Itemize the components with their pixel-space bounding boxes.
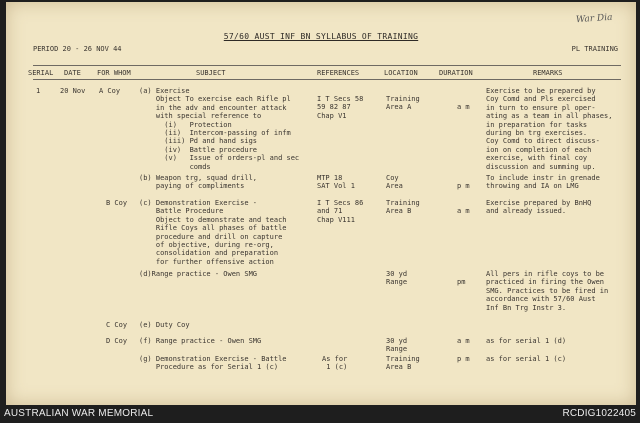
archive-footer <box>0 405 640 423</box>
col-header-references: REFERENCES <box>317 69 360 77</box>
remarks-cell: Exercise to be prepared by Coy Comd and Pls exercised in turn to ensure pl oper- ating as a team in all phases, in preparation for tasks during bn trg exercises. Coy Comd to direct discuss- ion on completion of each exercise, with final coy discussion and summing up. <box>486 87 613 171</box>
location-cell: Training Area A <box>386 95 420 112</box>
location-cell: 30 yd Range <box>386 270 408 287</box>
references-cell: I T Secs 58 59 82 87 Chap V1 <box>317 95 364 120</box>
col-header-for-whom: FOR WHOM <box>97 69 131 77</box>
duration-cell: p m <box>457 182 470 190</box>
document-title: 57/60 AUST INF BN SYLLABUS OF TRAINING <box>223 32 419 41</box>
duration-cell: pm <box>457 278 466 286</box>
archive-id: RCDIG1022405 <box>562 408 636 419</box>
col-header-subject: SUBJECT <box>196 69 226 77</box>
unit-cell: D Coy <box>106 337 128 345</box>
subject-cell: (c) Demonstration Exercise - Battle Procedure Object to demonstrate and teach Rifle Coys all phases of battle procedure and drill on capture of objective, during re-org, consolidation and preparation for further offensive action <box>139 199 287 266</box>
remarks-cell: To include instr in grenade throwing and IA on LMG <box>486 174 600 191</box>
subject-cell: (b) Weapon trg, squad drill, paying of compliments <box>139 174 258 191</box>
subject-cell: (a) Exercise Object To exercise each Rifle pl in the adv and encounter attack with special reference to (i) Protection (ii) Intercom-passing of infm (iii) Pd and hand sigs (iv) Battle procedure (v) Issue of orders-pl and sec comds <box>139 87 300 171</box>
header-bottom-rule <box>33 79 621 80</box>
date-cell: 20 Nov <box>60 87 86 95</box>
serial-cell: 1 <box>36 87 41 95</box>
archive-name: AUSTRALIAN WAR MEMORIAL <box>4 408 154 419</box>
location-cell: 30 yd Range <box>386 337 408 354</box>
references-cell: I T Secs 86 and 71 Chap V111 <box>317 199 364 224</box>
subject-cell: (e) Duty Coy <box>139 321 190 329</box>
remarks-cell: Exercise prepared by BnHQ and already issued. <box>486 199 592 216</box>
references-cell: MTP 18 SAT Vol 1 <box>317 174 355 191</box>
duration-cell: a m <box>457 103 470 111</box>
header-top-rule <box>33 65 621 66</box>
col-header-location: LOCATION <box>384 69 418 77</box>
subject-cell: (g) Demonstration Exercise - Battle Procedure as for Serial 1 (c) <box>139 355 287 372</box>
col-header-duration: DURATION <box>439 69 473 77</box>
location-cell: Training Area B <box>386 199 420 216</box>
document-page <box>6 2 636 405</box>
duration-cell: a m <box>457 207 470 215</box>
training-type-label: PL TRAINING <box>571 45 618 53</box>
remarks-cell: as for serial 1 (c) <box>486 355 567 363</box>
unit-cell: C Coy <box>106 321 128 329</box>
handwritten-annotation: War Dia <box>575 12 613 26</box>
period-label: PERIOD 20 - 26 NOV 44 <box>33 45 122 53</box>
duration-cell: p m <box>457 355 470 363</box>
references-cell: As for 1 (c) <box>322 355 348 372</box>
remarks-cell: All pers in rifle coys to be practiced in firing the Owen SMG. Practices to be fired in accordance with 57/60 Aust Inf Bn Trg Instr 3. <box>486 270 609 312</box>
col-header-remarks: REMARKS <box>533 69 563 77</box>
unit-cell: B Coy <box>106 199 128 207</box>
location-cell: Training Area B <box>386 355 420 372</box>
remarks-cell: as for serial 1 (d) <box>486 337 567 345</box>
subject-cell: (d)Range practice - Owen SMG <box>139 270 258 278</box>
col-header-date: DATE <box>64 69 81 77</box>
subject-cell: (f) Range practice - Owen SMG <box>139 337 262 345</box>
location-cell: Coy Area <box>386 174 403 191</box>
col-header-serial: SERIAL <box>28 69 54 77</box>
duration-cell: a m <box>457 337 470 345</box>
unit-cell: A Coy <box>99 87 121 95</box>
